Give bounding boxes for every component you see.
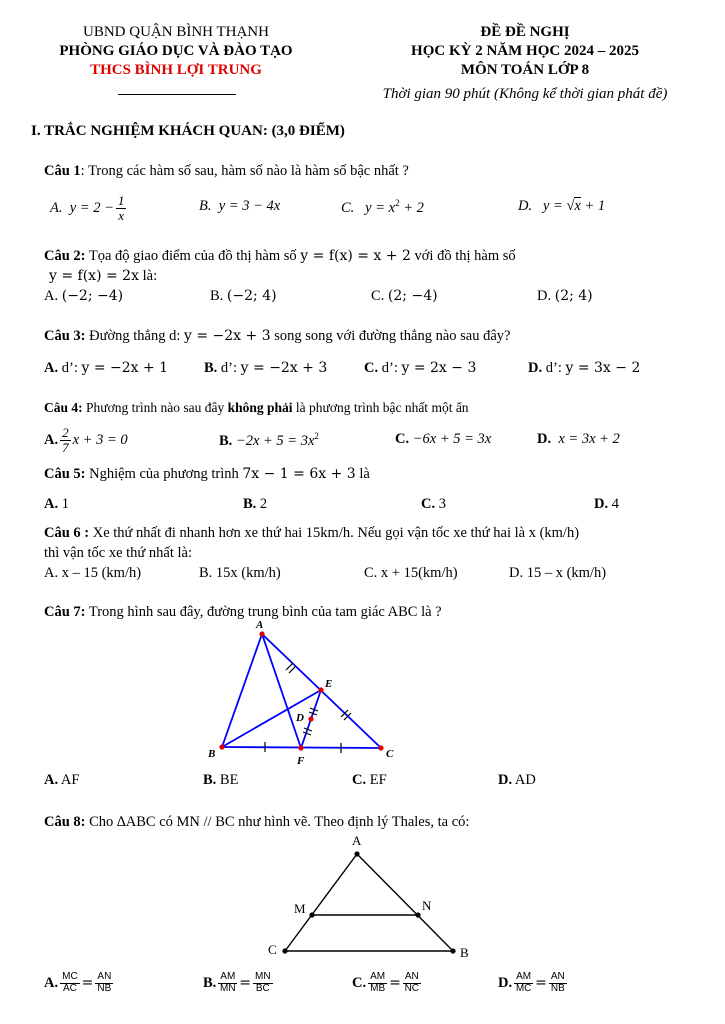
option-value: BE <box>216 772 239 788</box>
q6-option-c[interactable]: C. x + 15(km/h) <box>364 565 458 581</box>
segment-be <box>222 690 321 747</box>
option-expr: x = 3x + 2 <box>558 431 620 447</box>
option-key: A. <box>44 288 59 304</box>
option-value: y = −2x + 1 <box>81 360 169 376</box>
q4-option-d[interactable] <box>537 431 620 448</box>
header-divider <box>118 94 236 95</box>
question-text: Nghiệm của phương trình <box>85 466 243 482</box>
question-3 <box>44 328 510 345</box>
option-key: D. <box>498 974 513 991</box>
segment-af <box>262 634 301 748</box>
option-value: AD <box>512 772 536 788</box>
option-key: D. <box>498 772 513 788</box>
q2-option-a[interactable] <box>44 288 123 305</box>
option-value: (−2; −4) <box>61 288 124 304</box>
question-label: Câu 8: <box>44 814 86 830</box>
point-a <box>354 851 359 856</box>
fraction: $\frac{1}{x}$ <box>117 192 125 223</box>
question-label: Câu 2: <box>44 248 86 264</box>
school-name: THCS BÌNH LỢI TRUNG <box>90 62 262 78</box>
question-text: Tọa độ giao điểm của đồ thị hàm số <box>85 248 301 264</box>
q1-option-d[interactable] <box>518 198 605 215</box>
q2-option-c[interactable] <box>371 288 438 305</box>
label-b: B <box>208 748 216 760</box>
question-text-2: song song với đường thẳng nào sau đây? <box>270 328 511 344</box>
question-5 <box>44 466 370 483</box>
q5-option-a[interactable] <box>44 496 69 513</box>
q2-option-b[interactable] <box>210 288 277 305</box>
option-key: B. <box>203 974 217 991</box>
option-key: C. <box>395 431 410 447</box>
option-expr-tail: + 1 <box>580 198 606 214</box>
exam-subject: MÔN TOÁN LỚP 8 <box>460 62 590 78</box>
radicand: x <box>574 198 581 214</box>
q8-option-b[interactable] <box>203 972 275 994</box>
option-value: (2; −4) <box>387 288 438 304</box>
option-value: (−2; 4) <box>226 288 277 304</box>
exam-duration: Thời gian 90 phút (Không kể thời gian phát đề) <box>382 86 668 102</box>
option-expr-tail: + 2 <box>399 199 424 216</box>
option-value: (2; 4) <box>554 288 593 304</box>
exponent: 2 <box>314 431 319 441</box>
q3-option-a[interactable] <box>44 360 168 377</box>
option-key: A. <box>44 431 59 448</box>
option-key: D. <box>537 288 552 304</box>
q6-option-a[interactable]: A. x – 15 (km/h) <box>44 565 142 581</box>
option-expr: y = 2 − <box>69 199 114 216</box>
q1-option-a[interactable] <box>50 188 128 228</box>
label-b: B <box>460 945 469 960</box>
q7-option-d[interactable] <box>498 772 536 789</box>
q3-option-c[interactable] <box>364 360 476 377</box>
option-expr: −6x + 5 = 3x <box>412 431 492 447</box>
option-prefix: d’: <box>542 360 566 376</box>
question-label: Câu 3: <box>44 328 86 344</box>
exam-term: HỌC KỲ 2 NĂM HỌC 2024 – 2025 <box>411 43 639 59</box>
option-value: y = 2x − 3 <box>401 360 477 376</box>
option-prefix: d’: <box>378 360 402 376</box>
math-expr: 7x − 1 = 6x + 3 <box>242 466 356 482</box>
option-key: D. <box>537 431 552 447</box>
equals-sign: = <box>81 975 94 991</box>
q4-option-a[interactable] <box>44 420 128 460</box>
question-text-2: với đồ thị hàm số <box>410 248 516 264</box>
point-m <box>309 912 314 917</box>
question-text: Đường thẳng d: <box>85 328 184 344</box>
question-6-line2: thì vận tốc xe thứ nhất là: <box>44 545 192 561</box>
question-label: Câu 6 : <box>44 525 90 541</box>
option-value: y = 3x − 2 <box>565 360 641 376</box>
triangle-figure <box>200 618 410 768</box>
label-c: C <box>268 942 277 957</box>
question-emphasis: không phải <box>227 400 293 415</box>
equals-sign: = <box>535 975 547 991</box>
option-key: B. <box>203 772 217 788</box>
point-f <box>298 745 303 750</box>
equals-sign: = <box>239 975 252 991</box>
fraction-right: $\frac{MN}{BC}$ <box>255 971 271 994</box>
question-text: Trong hình sau đây, đường trung bình của tam giác ABC là ? <box>85 604 442 620</box>
q7-option-a[interactable] <box>44 772 79 789</box>
q8-option-c[interactable] <box>352 972 423 994</box>
q6-option-d[interactable]: D. 15 – x (km/h) <box>509 565 607 581</box>
option-key: D. <box>518 198 533 214</box>
fraction: $\frac{2}{7}$ <box>62 424 69 455</box>
q1-option-c[interactable] <box>341 198 424 217</box>
fraction-left: $\frac{AM}{MB}$ <box>370 971 386 994</box>
side-ab <box>357 854 453 951</box>
option-expr: y = 3 − 4x <box>218 198 281 214</box>
question-text-2: là <box>355 466 370 482</box>
question-label: Câu 7: <box>44 604 86 620</box>
option-key: A. <box>44 360 59 376</box>
option-key: B. <box>199 198 212 214</box>
math-expr: y = f(x) = 2x <box>49 268 139 284</box>
label-c: C <box>386 748 394 760</box>
q5-option-c[interactable] <box>421 496 446 513</box>
question-label: Câu 4: <box>44 400 83 415</box>
fraction-left: $\frac{MC}{AC}$ <box>62 971 78 994</box>
math-expr: y = f(x) = x + 2 <box>300 248 411 264</box>
option-value: 3 <box>435 496 446 512</box>
question-8 <box>44 814 469 831</box>
option-value: EF <box>366 772 387 788</box>
option-key: A. <box>44 496 59 512</box>
q6-option-b[interactable]: B. 15x (km/h) <box>199 565 281 581</box>
exam-type: ĐỀ ĐỀ NGHỊ <box>480 24 570 40</box>
q4-option-c[interactable] <box>395 431 491 448</box>
point-n <box>415 912 420 917</box>
option-key: D. <box>594 496 609 512</box>
question-text: Phương trình nào sau đây <box>82 400 228 415</box>
question-2-line2 <box>49 268 157 285</box>
question-text-2: là phương trình bậc nhất một ẩn <box>292 400 469 415</box>
label-a: A <box>352 833 362 848</box>
question-4 <box>44 400 469 416</box>
question-2 <box>44 248 516 265</box>
option-expr: y = x <box>365 199 396 216</box>
point-b <box>450 948 455 953</box>
q5-option-b[interactable] <box>243 496 267 513</box>
question-text-3: là: <box>138 268 158 284</box>
option-value: 2 <box>256 496 268 512</box>
point-e <box>318 687 323 692</box>
point-d <box>308 716 313 721</box>
label-a: A <box>256 619 264 631</box>
option-key: C. <box>352 772 367 788</box>
question-text: Cho ∆ABC có MN // BC như hình vẽ. Theo định lý Thales, ta có: <box>85 814 470 830</box>
question-1 <box>44 163 409 180</box>
option-key: C. <box>421 496 436 512</box>
department-name: UBND QUẬN BÌNH THẠNH <box>83 24 269 40</box>
question-label: Câu 5: <box>44 466 86 482</box>
q8-option-a[interactable] <box>44 972 115 994</box>
label-m: M <box>294 901 306 916</box>
option-key: C. <box>371 288 385 304</box>
option-key: B. <box>219 432 233 449</box>
q4-option-b[interactable] <box>219 431 319 450</box>
fraction-right: $\frac{AN}{NB}$ <box>97 971 112 994</box>
option-key: B. <box>204 360 218 376</box>
section-title: I. TRẮC NGHIỆM KHÁCH QUAN: (3,0 ĐIỂM) <box>31 123 345 139</box>
option-key: A. <box>50 199 63 216</box>
side-ab <box>222 634 262 747</box>
fraction-left: $\frac{AM}{MC}$ <box>515 971 532 994</box>
question-6 <box>44 525 692 542</box>
option-value: 4 <box>608 496 619 512</box>
option-key: A. <box>44 974 59 991</box>
point-a <box>259 631 264 636</box>
option-key: B. <box>210 288 224 304</box>
option-expr: x + 3 = 0 <box>72 431 128 448</box>
option-value: 1 <box>58 496 69 512</box>
fraction-right: $\frac{AN}{NB}$ <box>550 971 565 994</box>
question-text: : Trong các hàm số sau, hàm số nào là hàm số bậc nhất ? <box>80 163 409 179</box>
q3-option-d[interactable] <box>528 360 640 377</box>
option-expr: −2x + 5 = 3x <box>235 432 315 449</box>
option-value: y = −2x + 3 <box>240 360 328 376</box>
q3-option-b[interactable] <box>204 360 327 377</box>
label-d: D <box>296 712 304 724</box>
fraction-right: $\frac{AN}{NC}$ <box>404 971 420 994</box>
option-value: AF <box>58 772 80 788</box>
option-key: C. <box>341 199 355 216</box>
option-prefix: d’: <box>217 360 241 376</box>
q5-option-d[interactable] <box>594 496 619 513</box>
q7-option-c[interactable] <box>352 772 387 789</box>
math-expr: y = −2x + 3 <box>184 328 271 344</box>
option-prefix: d’: <box>58 360 82 376</box>
q8-option-d[interactable] <box>498 972 569 994</box>
option-key: D. <box>528 360 543 376</box>
point-c <box>282 948 287 953</box>
option-key: B. <box>243 496 257 512</box>
equals-sign: = <box>389 975 401 991</box>
thales-figure <box>260 830 480 965</box>
office-name: PHÒNG GIÁO DỤC VÀ ĐÀO TẠO <box>59 43 293 59</box>
option-key: C. <box>364 360 379 376</box>
label-f: F <box>297 755 305 767</box>
option-key: C. <box>352 974 367 991</box>
q2-option-d[interactable] <box>537 288 593 305</box>
option-expr: y = √ <box>542 198 575 214</box>
label-e: E <box>325 678 333 690</box>
question-text: Xe thứ nhất đi nhanh hơn xe thứ hai 15km/h. Nếu gọi vận tốc xe thứ hai là x (km/h) <box>89 525 580 541</box>
point-b <box>219 744 224 749</box>
option-key: A. <box>44 772 59 788</box>
q7-option-b[interactable] <box>203 772 238 789</box>
q1-option-b[interactable] <box>199 198 280 215</box>
point-c <box>378 745 383 750</box>
question-label: Câu 1 <box>44 163 81 179</box>
fraction-left: $\frac{AM}{MN}$ <box>220 971 236 994</box>
label-n: N <box>422 898 432 913</box>
exponent: 2 <box>395 198 400 208</box>
